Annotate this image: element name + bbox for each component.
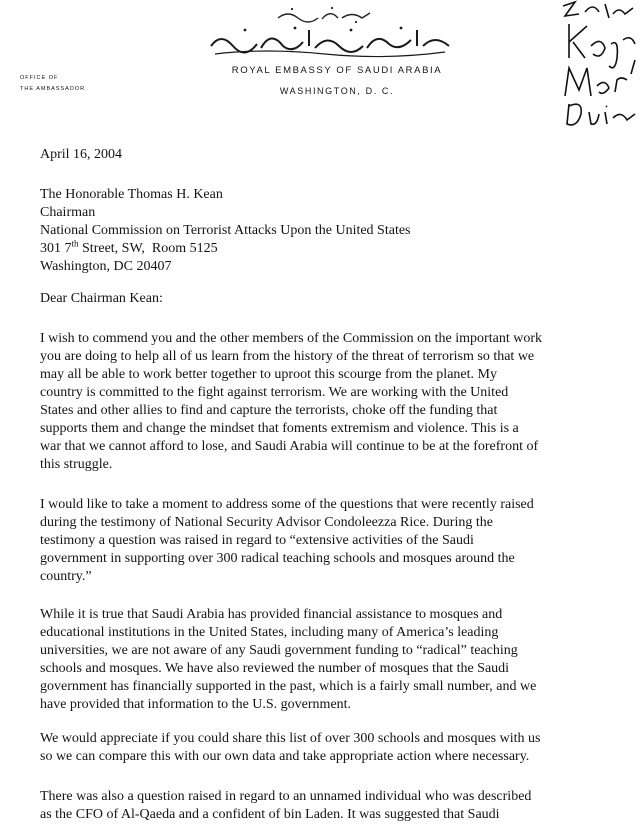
arabic-ministry-calligraphy [270, 4, 380, 24]
paragraph-line: this struggle. [40, 457, 113, 472]
paragraph-line: government in supporting over 300 radical teaching schools and mosques around the [40, 551, 515, 566]
recipient-street [40, 240, 411, 258]
paragraph-line: you are doing to help all of us learn from the history of the threat of terrorism so that we [40, 349, 535, 364]
paragraph-4 [40, 730, 625, 766]
paragraph-line: testimony a question was raised in regard to “extensive activities of the Saudi [40, 533, 474, 548]
street-ordinal: th [71, 238, 79, 249]
recipient-address [40, 186, 411, 276]
paragraph-line: While it is true that Saudi Arabia has provided financial assistance to mosques and [40, 607, 503, 622]
paragraph-line: as the CFO of Al-Qaeda and a confident of bin Laden. It was suggested that Saudi [40, 807, 500, 822]
paragraph-line: during the testimony of National Security Advisor Condoleezza Rice. During the [40, 515, 493, 530]
office-of-label: OFFICE OF [20, 75, 59, 81]
paragraph-line: supports them and change the mindset that foments extremism and violence. This is a [40, 421, 519, 436]
paragraph-line: so we can compare this with our own data and take appropriate action where necessary. [40, 749, 530, 764]
recipient-name: The Honorable Thomas H. Kean [40, 187, 223, 202]
paragraph-line: I would like to take a moment to address some of the questions that were recently raised [40, 497, 534, 512]
recipient-city: Washington, DC 20407 [40, 259, 172, 274]
letterhead [0, 0, 640, 110]
paragraph-line: We would appreciate if you could share this list of over 300 schools and mosques with us [40, 731, 541, 746]
paragraph-2 [40, 496, 625, 586]
arabic-embassy-calligraphy [205, 24, 455, 58]
street-rest: Street, SW, Room 5125 [78, 241, 218, 256]
paragraph-line: may all be able to work better together to uproot this scourge from the planet. My [40, 367, 497, 382]
letter-date: April 16, 2004 [40, 147, 123, 162]
paragraph-3 [40, 606, 625, 714]
paragraph-line: There was also a question raised in regard to an unnamed individual who was described [40, 789, 532, 804]
paragraph-line: have provided that information to the U.S. government. [40, 697, 352, 712]
paragraph-line: I wish to commend you and the other members of the Commission on the important work [40, 331, 542, 346]
paragraph-line: universities, we are not aware of any Saudi government funding to “radical” teaching [40, 643, 518, 658]
paragraph-line: country is committed to the fight against terrorism. We are working with the United [40, 385, 509, 400]
paragraph-line: country.” [40, 569, 92, 584]
paragraph-line: schools and mosques. We have also reviewed the number of mosques that the Saudi [40, 661, 510, 676]
recipient-organization: National Commission on Terrorist Attacks Upon the United States [40, 223, 411, 238]
street-number: 301 7 [40, 241, 72, 256]
embassy-name: ROYAL EMBASSY OF SAUDI ARABIA [231, 65, 443, 76]
embassy-city: WASHINGTON, D. C. [279, 86, 395, 96]
margin-handwriting [555, 0, 640, 130]
ambassador-label: THE AMBASSADOR [20, 86, 86, 92]
paragraph-line: educational institutions in the United States, including many of America’s leading [40, 625, 499, 640]
salutation: Dear Chairman Kean: [40, 291, 163, 306]
paragraph-5 [40, 788, 625, 824]
recipient-title: Chairman [40, 205, 96, 220]
paragraph-1 [40, 330, 625, 474]
paragraph-line: States and other allies to find and capture the terrorists, choke off the funding that [40, 403, 498, 418]
paragraph-line: war that we cannot afford to lose, and Saudi Arabia will continue to be at the forefront of [40, 439, 539, 454]
paragraph-line: government has financially supported in the past, which is a fairly small number, and we [40, 679, 537, 694]
